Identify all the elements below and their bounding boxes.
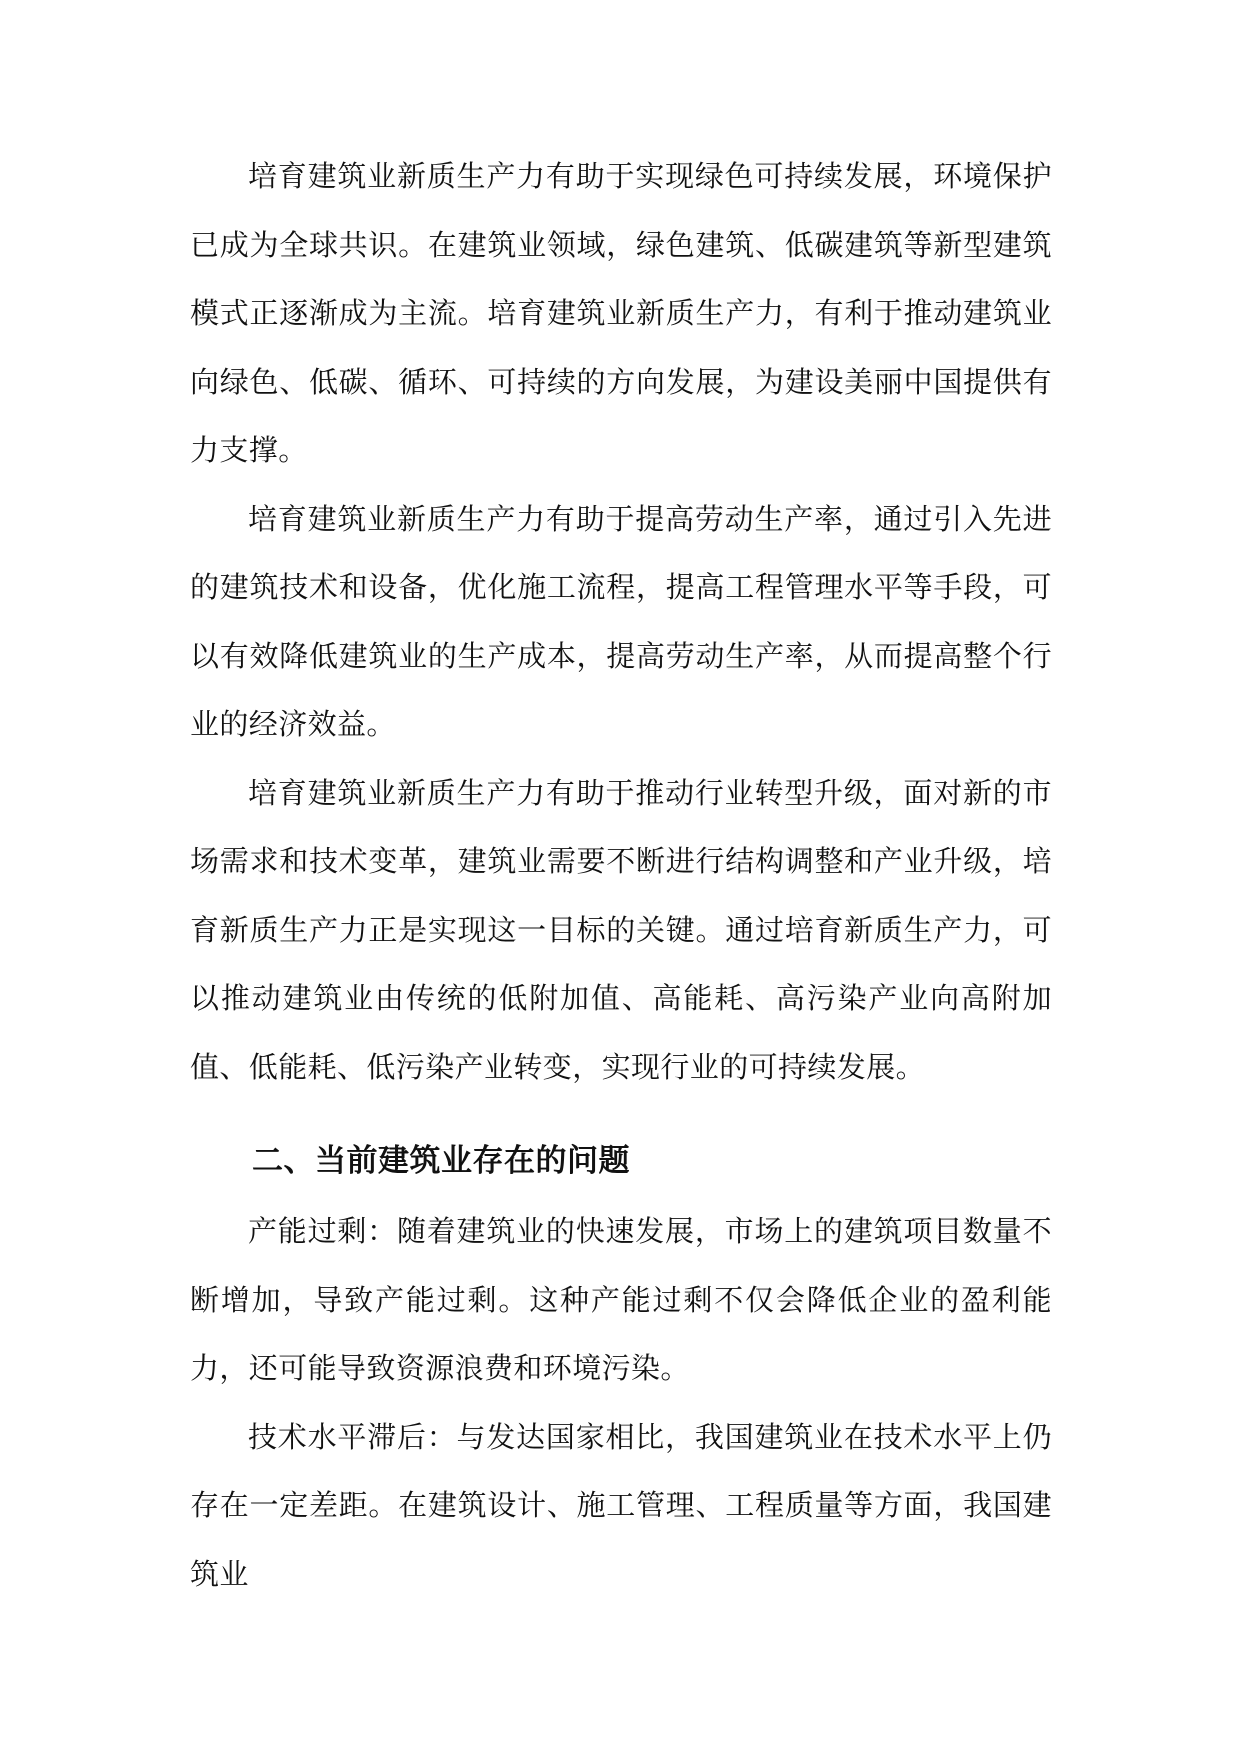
paragraph-technology-lag: 技术水平滞后：与发达国家相比，我国建筑业在技术水平上仍存在一定差距。在建筑设计、施工管理、工程质量等方面，我国建筑业 [190, 1419, 1052, 1591]
paragraph-labor-productivity: 培育建筑业新质生产力有助于提高劳动生产率，通过引入先进的建筑技术和设备，优化施工流程，提高工程管理水平等手段，可以有效降低建筑业的生产成本，提高劳动生产率，从而提高整个行业的经济效益。 [190, 501, 1052, 741]
section-heading: 二、当前建筑业存在的问题 [252, 1143, 630, 1179]
paragraph-green-development: 培育建筑业新质生产力有助于实现绿色可持续发展，环境保护已成为全球共识。在建筑业领域，绿色建筑、低碳建筑等新型建筑模式正逐渐成为主流。培育建筑业新质生产力，有利于推动建筑业向绿色、低碳、循环、可持续的方向发展，为建设美丽中国提供有力支撑。 [190, 159, 1052, 467]
document-body [190, 142, 1052, 1608]
paragraph-industry-upgrade: 培育建筑业新质生产力有助于推动行业转型升级，面对新的市场需求和技术变革，建筑业需要不断进行结构调整和产业升级，培育新质生产力正是实现这一目标的关键。通过培育新质生产力，可以推动建筑业由传统的低附加值、高能耗、高污染产业向高附加值、低能耗、低污染产业转变，实现行业的可持续发展。 [190, 775, 1052, 1084]
paragraph-overcapacity: 产能过剩：随着建筑业的快速发展，市场上的建筑项目数量不断增加，导致产能过剩。这种产能过剩不仅会降低企业的盈利能力，还可能导致资源浪费和环境污染。 [190, 1214, 1052, 1385]
